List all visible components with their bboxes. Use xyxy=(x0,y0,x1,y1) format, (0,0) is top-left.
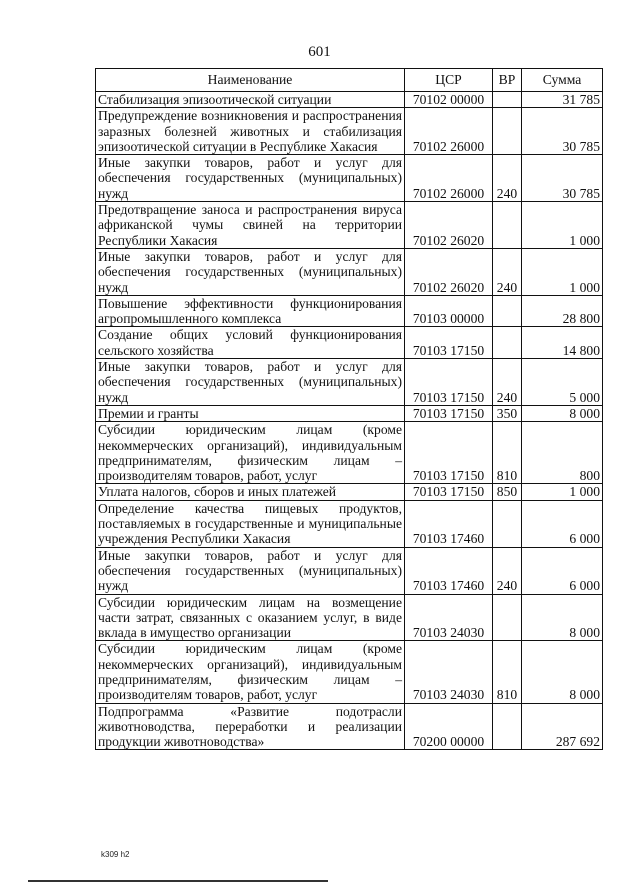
cell-sum: 30 785 xyxy=(522,155,603,202)
cell-sum: 31 785 xyxy=(522,92,603,108)
cell-name: Предотвращение заноса и распространения вируса африканской чумы свиней на территории Республики Хакасия xyxy=(96,202,405,249)
table-row xyxy=(96,500,603,547)
cell-name: Иные закупки товаров, работ и услуг для обеспечения государственных (муниципальных) нужд xyxy=(96,359,405,406)
cell-name: Определение качества пищевых продуктов, поставляемых в государственные и муниципальные учреждения Республики Хакасия xyxy=(96,500,405,547)
cell-vr xyxy=(493,703,522,750)
table-row xyxy=(96,248,603,295)
table-header-row xyxy=(96,69,603,92)
cell-sum: 5 000 xyxy=(522,359,603,406)
cell-vr: 850 xyxy=(493,484,522,500)
cell-csr: 70103 17150 xyxy=(405,359,493,406)
budget-table xyxy=(95,68,603,750)
footer-code: k309 h2 xyxy=(101,850,130,859)
cell-sum: 6 000 xyxy=(522,547,603,594)
cell-csr: 70102 00000 xyxy=(405,92,493,108)
table-row xyxy=(96,405,603,421)
table-row xyxy=(96,484,603,500)
bottom-rule xyxy=(28,880,328,882)
cell-name: Повышение эффективности функционирования агропромышленного комплекса xyxy=(96,295,405,327)
cell-name: Субсидии юридическим лицам (кроме некоммерческих организаций), индивидуальным предпринимателям, физическим лицам – производителям товаров, работ, услуг xyxy=(96,422,405,484)
cell-csr: 70103 24030 xyxy=(405,594,493,641)
cell-name: Субсидии юридическим лицам (кроме некоммерческих организаций), индивидуальным предпринимателям, физическим лицам – производителям товаров, работ, услуг xyxy=(96,641,405,703)
cell-vr xyxy=(493,295,522,327)
table-row xyxy=(96,327,603,359)
cell-sum: 8 000 xyxy=(522,405,603,421)
cell-name: Создание общих условий функционирования сельского хозяйства xyxy=(96,327,405,359)
cell-name: Премии и гранты xyxy=(96,405,405,421)
cell-sum: 1 000 xyxy=(522,202,603,249)
table-row xyxy=(96,108,603,155)
cell-vr: 810 xyxy=(493,422,522,484)
cell-name: Предупреждение возникновения и распространения заразных болезней животных и стабилизация эпизоотической ситуации в Республике Хакасия xyxy=(96,108,405,155)
header-sum: Сумма xyxy=(522,69,603,92)
cell-vr: 350 xyxy=(493,405,522,421)
cell-sum: 8 000 xyxy=(522,641,603,703)
cell-vr: 240 xyxy=(493,547,522,594)
cell-name: Субсидии юридическим лицам на возмещение части затрат, связанных с оказанием услуг, в виде вклада в имущество организации xyxy=(96,594,405,641)
cell-sum: 8 000 xyxy=(522,594,603,641)
cell-name: Уплата налогов, сборов и иных платежей xyxy=(96,484,405,500)
cell-csr: 70103 24030 xyxy=(405,641,493,703)
cell-csr: 70103 17460 xyxy=(405,547,493,594)
cell-vr: 240 xyxy=(493,155,522,202)
cell-name: Стабилизация эпизоотической ситуации xyxy=(96,92,405,108)
cell-sum: 1 000 xyxy=(522,484,603,500)
page-number: 601 xyxy=(308,44,331,60)
cell-csr: 70102 26000 xyxy=(405,155,493,202)
cell-vr xyxy=(493,500,522,547)
cell-csr: 70103 00000 xyxy=(405,295,493,327)
cell-sum: 28 800 xyxy=(522,295,603,327)
cell-sum: 14 800 xyxy=(522,327,603,359)
cell-vr xyxy=(493,92,522,108)
cell-csr: 70102 26020 xyxy=(405,202,493,249)
cell-csr: 70103 17150 xyxy=(405,484,493,500)
table-body xyxy=(96,92,603,750)
cell-vr: 810 xyxy=(493,641,522,703)
table-row xyxy=(96,295,603,327)
cell-csr: 70103 17150 xyxy=(405,422,493,484)
cell-csr: 70103 17460 xyxy=(405,500,493,547)
table-row xyxy=(96,703,603,750)
cell-csr: 70103 17150 xyxy=(405,327,493,359)
cell-sum: 287 692 xyxy=(522,703,603,750)
cell-sum: 1 000 xyxy=(522,248,603,295)
header-vr: ВР xyxy=(493,69,522,92)
cell-vr xyxy=(493,327,522,359)
table-row xyxy=(96,202,603,249)
cell-vr: 240 xyxy=(493,359,522,406)
header-name: Наименование xyxy=(96,69,405,92)
cell-csr: 70102 26000 xyxy=(405,108,493,155)
cell-vr xyxy=(493,202,522,249)
cell-name: Иные закупки товаров, работ и услуг для обеспечения государственных (муниципальных) нужд xyxy=(96,547,405,594)
table-row xyxy=(96,92,603,108)
table-row xyxy=(96,594,603,641)
table-row xyxy=(96,359,603,406)
cell-vr xyxy=(493,594,522,641)
cell-vr xyxy=(493,108,522,155)
table-row xyxy=(96,547,603,594)
cell-csr: 70200 00000 xyxy=(405,703,493,750)
cell-csr: 70102 26020 xyxy=(405,248,493,295)
cell-sum: 30 785 xyxy=(522,108,603,155)
cell-name: Иные закупки товаров, работ и услуг для обеспечения государственных (муниципальных) нужд xyxy=(96,155,405,202)
cell-sum: 800 xyxy=(522,422,603,484)
cell-sum: 6 000 xyxy=(522,500,603,547)
table-row xyxy=(96,422,603,484)
table-row xyxy=(96,155,603,202)
cell-name: Подпрограмма «Развитие подотрасли животноводства, переработки и реализации продукции животноводства» xyxy=(96,703,405,750)
cell-vr: 240 xyxy=(493,248,522,295)
cell-csr: 70103 17150 xyxy=(405,405,493,421)
header-csr: ЦСР xyxy=(405,69,493,92)
cell-name: Иные закупки товаров, работ и услуг для обеспечения государственных (муниципальных) нужд xyxy=(96,248,405,295)
table-row xyxy=(96,641,603,703)
